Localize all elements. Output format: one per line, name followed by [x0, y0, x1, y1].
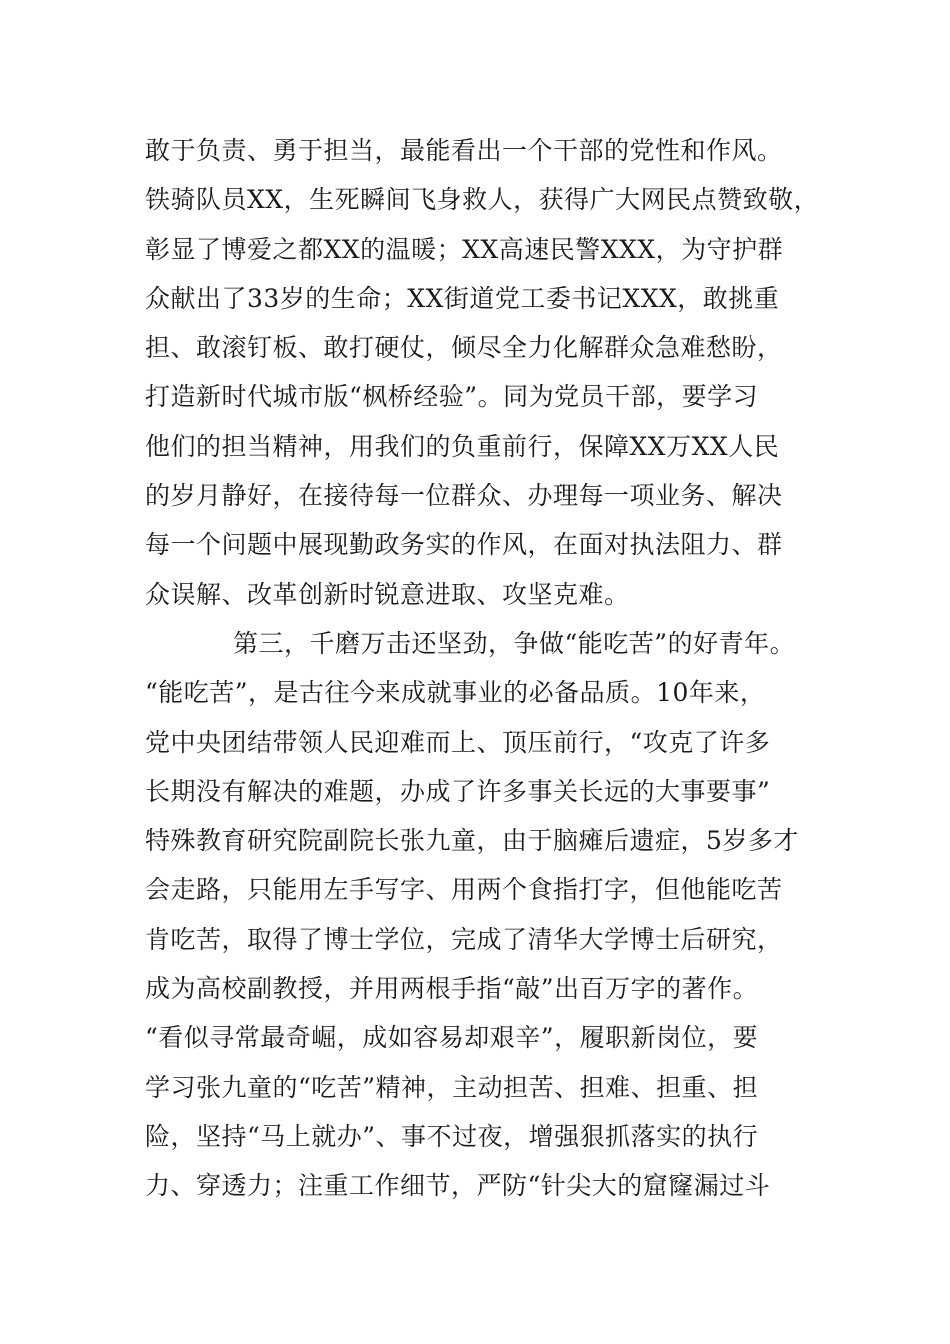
- text-line: 每一个问题中展现勤政务实的作风，在面对执法阻力、群: [145, 530, 783, 560]
- text-line: 打造新时代城市版“枫桥经验”。同为党员干部，要学习: [145, 382, 759, 412]
- text-line: 担、敢滚钉板、敢打硬仗，倾尽全力化解群众急难愁盼，: [145, 333, 783, 363]
- text-line: 成为高校副教授，并用两根手指“敲”出百万字的著作。: [145, 974, 759, 1004]
- body-text: [145, 126, 845, 1211]
- text-line: “能吃苦”，是古往今来成就事业的必备品质。10年来，: [145, 678, 766, 708]
- text-line: 铁骑队员XX，生死瞬间飞身救人，获得广大网民点赞致敬，: [145, 185, 820, 215]
- text-line: 险，坚持“马上就办”、事不过夜，增强狠抓落实的执行: [145, 1121, 759, 1151]
- text-line: 特殊教育研究院副院长张九童，由于脑瘫后遗症，5岁多才: [145, 826, 799, 856]
- text-line: 他们的担当精神，用我们的负重前行，保障XX万XX人民: [145, 431, 780, 461]
- text-line: 肯吃苦，取得了博士学位，完成了清华大学博士后研究，: [145, 924, 783, 954]
- text-line: 众献出了33岁的生命；XX街道党工委书记XXX，敢挑重: [145, 283, 780, 313]
- text-line: 众误解、改革创新时锐意进取、攻坚克难。: [145, 579, 630, 609]
- paragraph-heading-line: 第三，千磨万击还坚劲，争做“能吃苦”的好青年。: [233, 628, 796, 658]
- text-line: 长期没有解决的难题，办成了许多事关长远的大事要事”: [145, 776, 771, 806]
- text-line: 党中央团结带领人民迎难而上、顶压前行，“攻克了许多: [145, 727, 771, 757]
- text-line: 的岁月静好，在接待每一位群众、办理每一项业务、解决: [145, 481, 783, 511]
- text-line: 敢于负责、勇于担当，最能看出一个干部的党性和作风。: [145, 136, 783, 165]
- text-line: 学习张九童的“吃苦”精神，主动担苦、担难、担重、担: [145, 1072, 759, 1102]
- text-line: 力、穿透力；注重工作细节，严防“针尖大的窟窿漏过斗: [145, 1171, 771, 1201]
- text-line: 彰显了博爱之都XX的温暖；XX高速民警XXX，为守护群: [145, 234, 784, 264]
- text-line: “看似寻常最奇崛，成如容易却艰辛”，履职新岗位，要: [145, 1023, 759, 1053]
- text-line: 会走路，只能用左手写字、用两个食指打字，但他能吃苦: [145, 875, 783, 905]
